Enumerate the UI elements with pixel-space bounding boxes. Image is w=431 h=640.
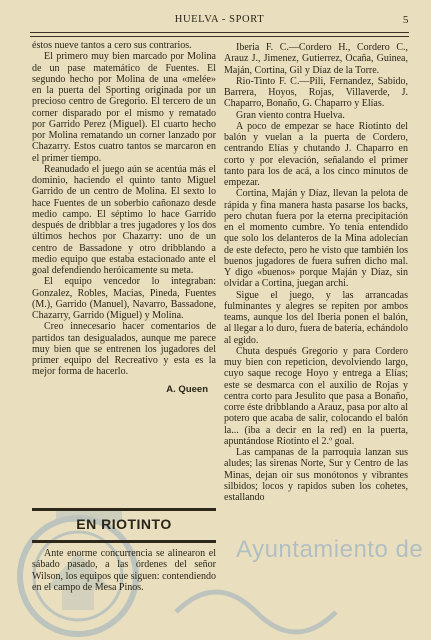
paragraph: Sigue el juego, y las arrancadas fulminantes y alegres se repiten por ambos teams, aunque los del Iberia ponen el balón, al llegar a lo duro, fuera de batería, echándolo al egido. [224,289,408,346]
paragraph: El equipo vencedor lo integraban: Gonzalez, Robles, Macias, Pineda, Fuentes (M.), Garrido (Manuel), Navarro, Bassadone, Chazarry, Garrido (Miguel) y Molina. [32,276,216,321]
right-column [224,42,408,503]
author-signature: A. Queen [166,383,208,395]
watermark-text: Ayuntamiento de [236,536,424,563]
heading-rule-top [32,508,216,511]
paragraph: Reanudado el juego aún se acentúa más el dominio, haciendo el quinto tanto Miguel Garrido de un centro de Molina. El sexto lo hace Fuentes de un soberbio cañonazo desde medio campo. El séptimo lo hace Garrido después de dribblar a tres jugadores y los dos últimos hechos por Chazarry: uno de un centro de Bassadone y otro dribblando a medio equipo que estaba estacionado ante el goal defendiendo heróicamente su meta. [32,163,216,276]
section-body [32,548,216,593]
paragraph: El primero muy bien marcado por Molina de un pase matemático de Fuentes. El segundo hecho por Molina de una «melée» en la puerta del Sporting originada por un precioso centro de Gregorio. El tercero de un corner disparado por el mismo y rematado por Garrido Perez (Miguel). El cuarto hecho por Molina rematando un corner lanzado por Chazarry. Estos cuatro tantos se marcaron en el primer tiempo. [32,51,216,164]
paragraph: Iberia F. C.—Cordero H., Cordero C., Arauz J., Jimenez, Gutierrez, Ocaña, Guinea, Maján, Cortina, Gil y Díaz de la Torre. [224,42,408,76]
paragraph: Chuta después Gregorio y para Cordero muy bien con repeticion, devolviendo largo, cuyo saque recoge Hoyo y entrega a Elías; este se desmarca con el auxilio de Rojas y centra corto para Jesulito que pasa a Bonaño, corre éste dribblando a Arauz, pasa por alto al potero que acaba de salir, colocando el balón la... (iba a decir en la red) en la puerta, apuntándose Riotinto el 2.º goal. [224,345,408,447]
paragraph: Ante enorme concurrencia se alinearon el sábado pasado, a las órdenes del señor Wilson, los equipos que siguen: contendiendo en el campo de Mesa Pinos. [32,548,216,593]
paragraph: Creo innecesario hacer comentarios de partidos tan desigualados, aunque me parece muy bien que se entrenen los jugadores del primer equipo del Recreativo y esta es la mejor forma de hacerlo. [32,321,216,378]
paragraph: Cortina, Maján y Díaz, llevan la pelota de rápida y fina manera hasta pasarse los backs, pero chutan fuera por la eterna precipitación en el momento cumbre. Yo tenía entendido que solo los delanteros de la Mina adolecían de este defecto, pero he visto que también los buenos jugadores de fuera sufren dicho mal. Y digo «buenos» porque Maján y Díaz, sin olvidar a Cortina, juegan archi. [224,188,408,290]
paragraph: Gran viento contra Huelva. [236,109,345,121]
section-heading: EN RIOTINTO [76,516,172,532]
heading-rule-bottom [32,540,216,543]
page-header-title: HUELVA - SPORT [174,14,265,25]
page-header [30,14,409,30]
page-number: 5 [402,14,409,26]
left-column [32,40,216,395]
paragraph: A poco de empezar se hace Riotinto del balón y vuelan a la puerta de Cordero, centrando Elías y chutando J. Chaparro en corto y por elevación, señalando el primer tanto para los de acá, a los cinco minutos de empezar. [224,120,408,188]
paragraph: Las campanas de la parroquia lanzan sus aludes; las sirenas Norte, Sur y Centro de las Minas, dejan oir sus monótonos y vibrantes silbidos; locos y rapidos suben los cohetes, estallando [224,447,408,503]
section-heading-block [32,500,216,544]
paragraph: éstos nueve tantos a cero sus contrarios. [32,40,192,51]
header-rule [30,32,409,37]
paragraph: Rio-Tinto F. C.—Pili, Fernandez, Sabido, Barrera, Hoyos, Rojas, Villaverde, J. Chaparro, Bonaño, G. Chaparro y Elías. [224,75,408,110]
